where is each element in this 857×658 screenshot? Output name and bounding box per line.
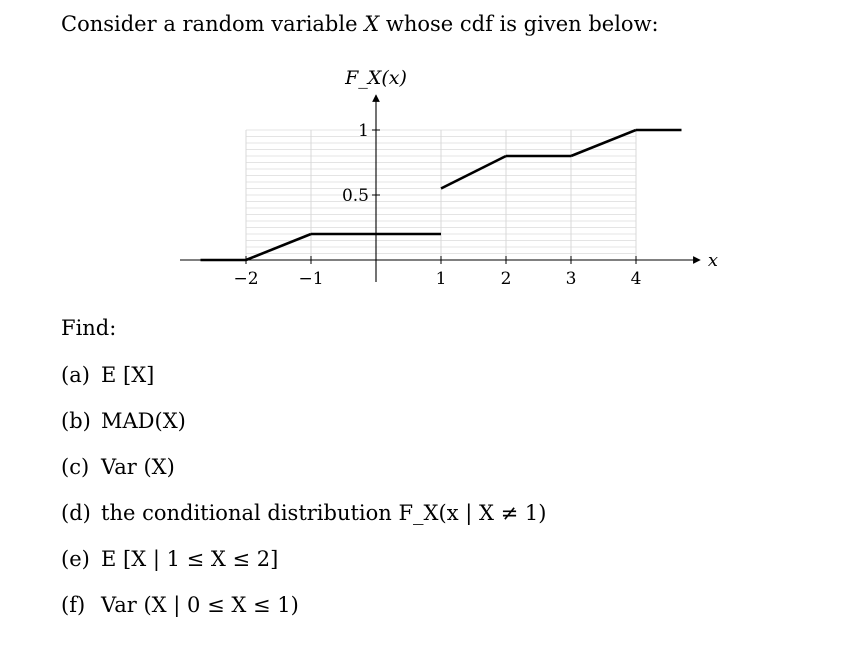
intro-before: Consider a random variable	[61, 12, 358, 36]
question-label: (b)	[61, 409, 91, 433]
x-tick-label: −2	[233, 269, 259, 289]
question-text: E [X]	[101, 363, 155, 387]
cdf-segment	[441, 156, 506, 189]
question-text: Var (X)	[101, 455, 175, 479]
question-text: E [X | 1 ≤ X ≤ 2]	[101, 547, 279, 571]
question-label: (d)	[61, 501, 91, 525]
cdf-chart	[0, 50, 857, 360]
x-tick-label: 3	[565, 269, 577, 289]
question-b	[61, 409, 186, 433]
question-text: MAD(X)	[101, 409, 186, 433]
chart-labels	[233, 67, 718, 289]
intro-variable: X	[364, 12, 380, 36]
x-tick-label: −1	[298, 269, 324, 289]
y-axis-label: F_X(x)	[345, 67, 407, 89]
x-axis-label: x	[707, 250, 719, 271]
y-tick-label: 1	[358, 121, 369, 141]
question-c	[61, 455, 175, 479]
question-d	[61, 501, 546, 525]
question-e	[61, 547, 278, 571]
question-text: the conditional distribution F_X(x | X ≠ 1)	[101, 501, 547, 525]
intro-after: whose cdf is given below:	[385, 12, 659, 36]
question-label: (e)	[61, 547, 90, 571]
x-tick-label: 4	[630, 269, 642, 289]
intro-text	[61, 12, 659, 36]
question-label: (a)	[61, 363, 90, 387]
question-text: Var (X | 0 ≤ X ≤ 1)	[101, 593, 299, 617]
question-label: (c)	[61, 455, 90, 479]
x-tick-label: 2	[500, 269, 512, 289]
x-tick-label: 1	[435, 269, 447, 289]
question-a	[61, 363, 154, 387]
question-label: (f)	[61, 593, 86, 617]
chart-grid	[246, 130, 636, 260]
find-heading: Find:	[61, 316, 117, 340]
question-f	[61, 593, 299, 617]
y-tick-label: 0.5	[341, 186, 369, 206]
